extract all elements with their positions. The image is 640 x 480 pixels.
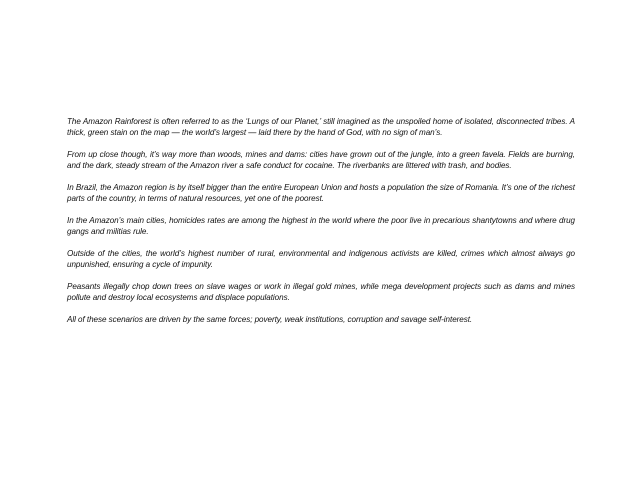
paragraph-outside-cities: Outside of the cities, the world’s highest number of rural, environmental and indigenous activists are killed, crimes which almost always go unpunished, ensuring a cycle of impunity. <box>67 249 575 269</box>
paragraph-brazil-region: In Brazil, the Amazon region is by itself bigger than the entire European Union and hosts a population the size of Romania. It’s one of the richest parts of the country, in terms of natural resources, yet one of the poorest. <box>67 183 575 203</box>
body-text <box>67 116 575 336</box>
paragraph-lungs-of-planet: The Amazon Rainforest is often referred to as the ‘Lungs of our Planet,’ still imagined as the unspoiled home of isolated, disconnected tribes. A thick, green stain on the map — the world’s largest — laid there by the hand of God, with no sign of man’s. <box>67 117 575 137</box>
paragraph-main-cities: In the Amazon’s main cities, homicides rates are among the highest in the world where the poor live in precarious shantytowns and where drug gangs and militias rule. <box>67 216 575 236</box>
paragraph-up-close: From up close though, it’s way more than woods, mines and dams: cities have grown out of the jungle, into a green favela. Fields are burning, and the dark, steady stream of the Amazon river a safe conduct for cocaine. The riverbanks are littered with trash, and bodies. <box>67 150 575 170</box>
paragraph-peasants: Peasants illegally chop down trees on slave wages or work in illegal gold mines, while mega development projects such as dams and mines pollute and destroy local ecosystems and displace populations. <box>67 282 575 302</box>
paragraph-driving-forces: All of these scenarios are driven by the same forces; poverty, weak institutions, corruption and savage self-interest. <box>67 315 473 324</box>
